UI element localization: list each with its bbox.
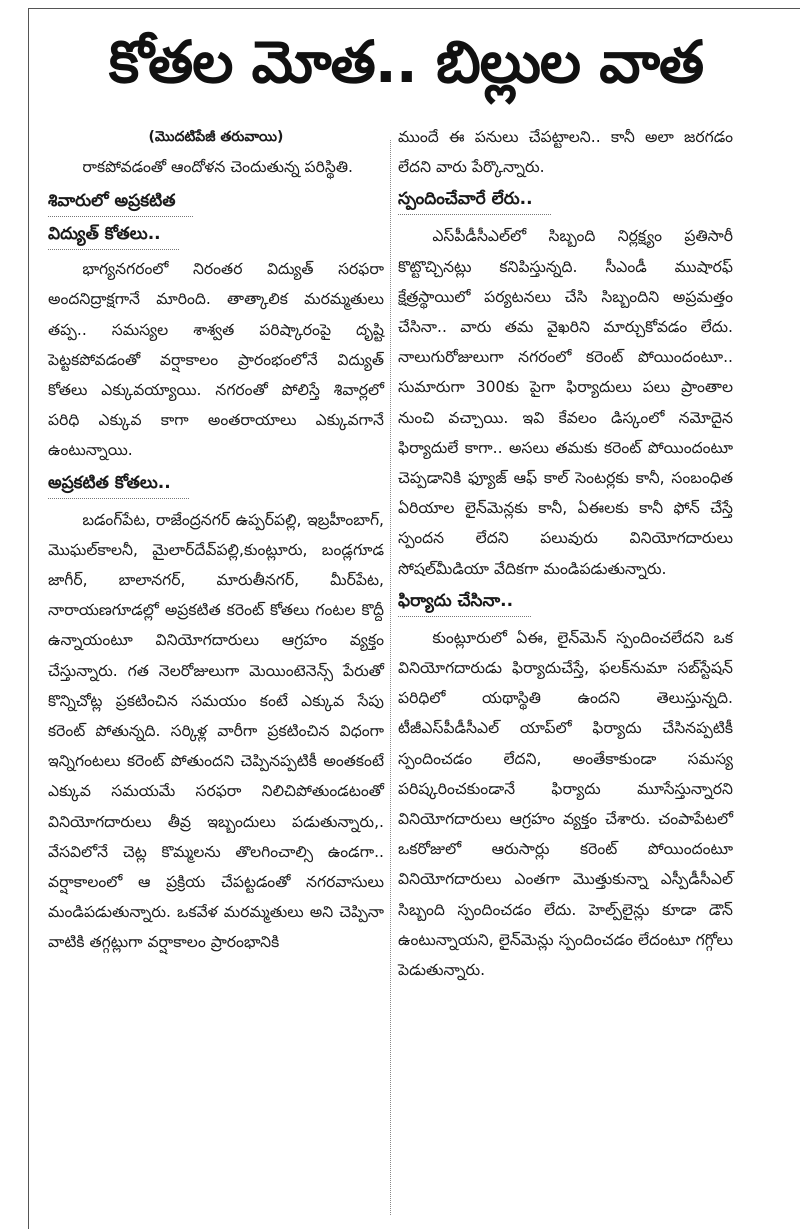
intro-paragraph: రాకపోవడంతో ఆందోళన చెందుతున్న పరిస్థితి.: [82, 158, 353, 176]
section3-body: ఎస్‌పీడీసీఎల్‌లో సిబ్బంది నిర్లక్ష్యం ప్రతిసారీ కొట్టొచ్చినట్లు కనిపిస్తున్నది. సీఎండీ ముషారఫ్ క్షేత్రస్థాయిలో పర్యటనలు చేసి సిబ్బందిని అప్రమత్తం చేసినా.. వారు తమ వైఖరిని మార్చుకోవడం లేదు. నాలుగురోజులుగా నగరంలో కరెంట్ పోయిందంటూ.. సుమారుగా 300కు పైగా ఫిర్యాదులు పలు ప్రాంతాల నుంచి వచ్చాయి. ఇవి కేవలం డిస్కంలో నమోదైన ఫిర్యాదులే కాగా.. అసలు తమకు కరెంట్ పోయిందంటూ చెప్పడానికి ఫ్యూజ్ ఆఫ్ కాల్ సెంటర్లకు కానీ, సంబంధిత ఏరియాల లైన్‌మెన్లకు కానీ, ఏఈలకు కానీ ఫోన్ చేస్తే స్పందన లేదని పలువురు వినియోగదారులు సోషల్‌మీడియా వేదికగా మండిపడుతున్నారు.: [398, 227, 733, 578]
headline: కోతల మోత.. బిల్లుల వాత: [108, 28, 704, 96]
section4-body: కుంట్లూరులో ఏఈ, లైన్‌మెన్ స్పందించలేదని ఒక వినియోగదారుడు ఫిర్యాదుచేస్తే, ఫలక్‌నుమా సబ్‌స్టేషన్ పరిధిలో యథాస్థితి ఉందని తెలుస్తున్నది. టీజీఎస్‌పీడీసీఎల్ యాప్‌లో ఫిర్యాదు చేసినప్పటికీ స్పందించడం లేదని, అంతేకాకుండా సమస్య పరిష్కరించకుండానే ఫిర్యాదు మూసేస్తున్నారని వినియోగదారులు ఆగ్రహం వ్యక్తం చేశారు. చంపాపేటలో ఒకరోజులో ఆరుసార్లు కరెంట్ పోయిందంటూ వినియోగదారులు ఎంతగా మొత్తుకున్నా ఎస్పీడీసీఎల్ సిబ్బంది స్పందించడం లేదు. హెల్ప్‌లైన్లు కూడా డౌన్ ఉంటున్నాయని, లైన్‌మెన్లు స్పందించడం లేదంటూ గగ్గోలు పెడుతున్నారు.: [398, 628, 733, 980]
column-divider: [390, 140, 391, 1215]
section1-body: భాగ్యనగరంలో నిరంతర విద్యుత్ సరఫరా అందనిద్రాక్షగానే మారింది. తాత్కాలిక మరమ్మతులు తప్ప.. సమస్యల శాశ్వత పరిష్కారంపై దృష్టి పెట్టకపోవడంతో వర్షాకాలం ప్రారంభంలోనే విద్యుత్ కోతలు ఎక్కువయ్యాయి. నగరంతో పోలిస్తే శివార్లలో పరిధి ఎక్కువ కాగా అంతరాయాలు ఎక్కువగానే ఉంటున్నాయి.: [48, 260, 384, 460]
section1-heading-line1: శివారులో అప్రకటిత: [48, 186, 193, 217]
right-column: [398, 122, 733, 985]
continuation-paragraph: ముందే ఈ పనులు చేపట్టాలని.. కానీ అలా జరగడం లేదని వారు పేర్కొన్నారు.: [398, 128, 733, 177]
section3-heading: స్పందించేవారే లేరు..: [398, 184, 551, 215]
left-column: [48, 122, 384, 958]
section1-heading-line2: విద్యుత్ కోతలు..: [48, 219, 179, 250]
section2-body: బడంగ్‌పేట, రాజేంద్రనగర్ ఉప్పర్‌పల్లి, ఇబ్రహీంబాగ్, మొఘల్‌కాలనీ, మైలార్‌దేవ్‌పల్లి,కుంట్లూరు, బండ్లగూడ జాగీర్, బాలానగర్, మారుతీనగర్, మీర్‌పేట, నారాయణగూడల్లో అప్రకటిత కరెంట్ కోతలు గంటల కొద్దీ ఉన్నాయంటూ వినియోగదారులు ఆగ్రహం వ్యక్తం చేస్తున్నారు. గత నెలరోజులుగా మెయింటెనెన్స్ పేరుతో కొన్నిచోట్ల ప్రకటించిన సమయం కంటే ఎక్కువ సేపు కరెంట్ పోతున్నది. సర్కిళ్ల వారీగా ప్రకటించిన విధంగా ఇన్నిగంటలు కరెంట్ పోతుందని చెప్పినప్పటికీ అంతకంటే ఎక్కువ సమయమే సరఫరా నిలిచిపోతుండటంతో వినియోగదారులు తీవ్ర ఇబ్బందులు పడుతున్నారు,. వేసవిలోనే చెట్ల కొమ్మలను తొలగించాల్సి ఉండగా.. వర్షాకాలంలో ఆ ప్రక్రియ చేపట్టడంతో నగరవాసులు మండిపడుతున్నారు. ఒకవేళ మరమ్మతులు అని చెప్పినా వాటికి తగ్గట్లుగా వర్షాకాలం ప్రారంభానికి: [48, 510, 384, 952]
page-left-rule: [28, 8, 29, 1229]
continuation-byline: (మొదటిపేజీ తరువాయి): [148, 129, 284, 145]
section2-heading: అప్రకటిత కోతలు..: [48, 468, 189, 499]
section4-heading: ఫిర్యాదు చేసినా..: [398, 586, 531, 617]
page-top-rule: [28, 8, 800, 9]
section1-heading-group: [48, 186, 384, 250]
